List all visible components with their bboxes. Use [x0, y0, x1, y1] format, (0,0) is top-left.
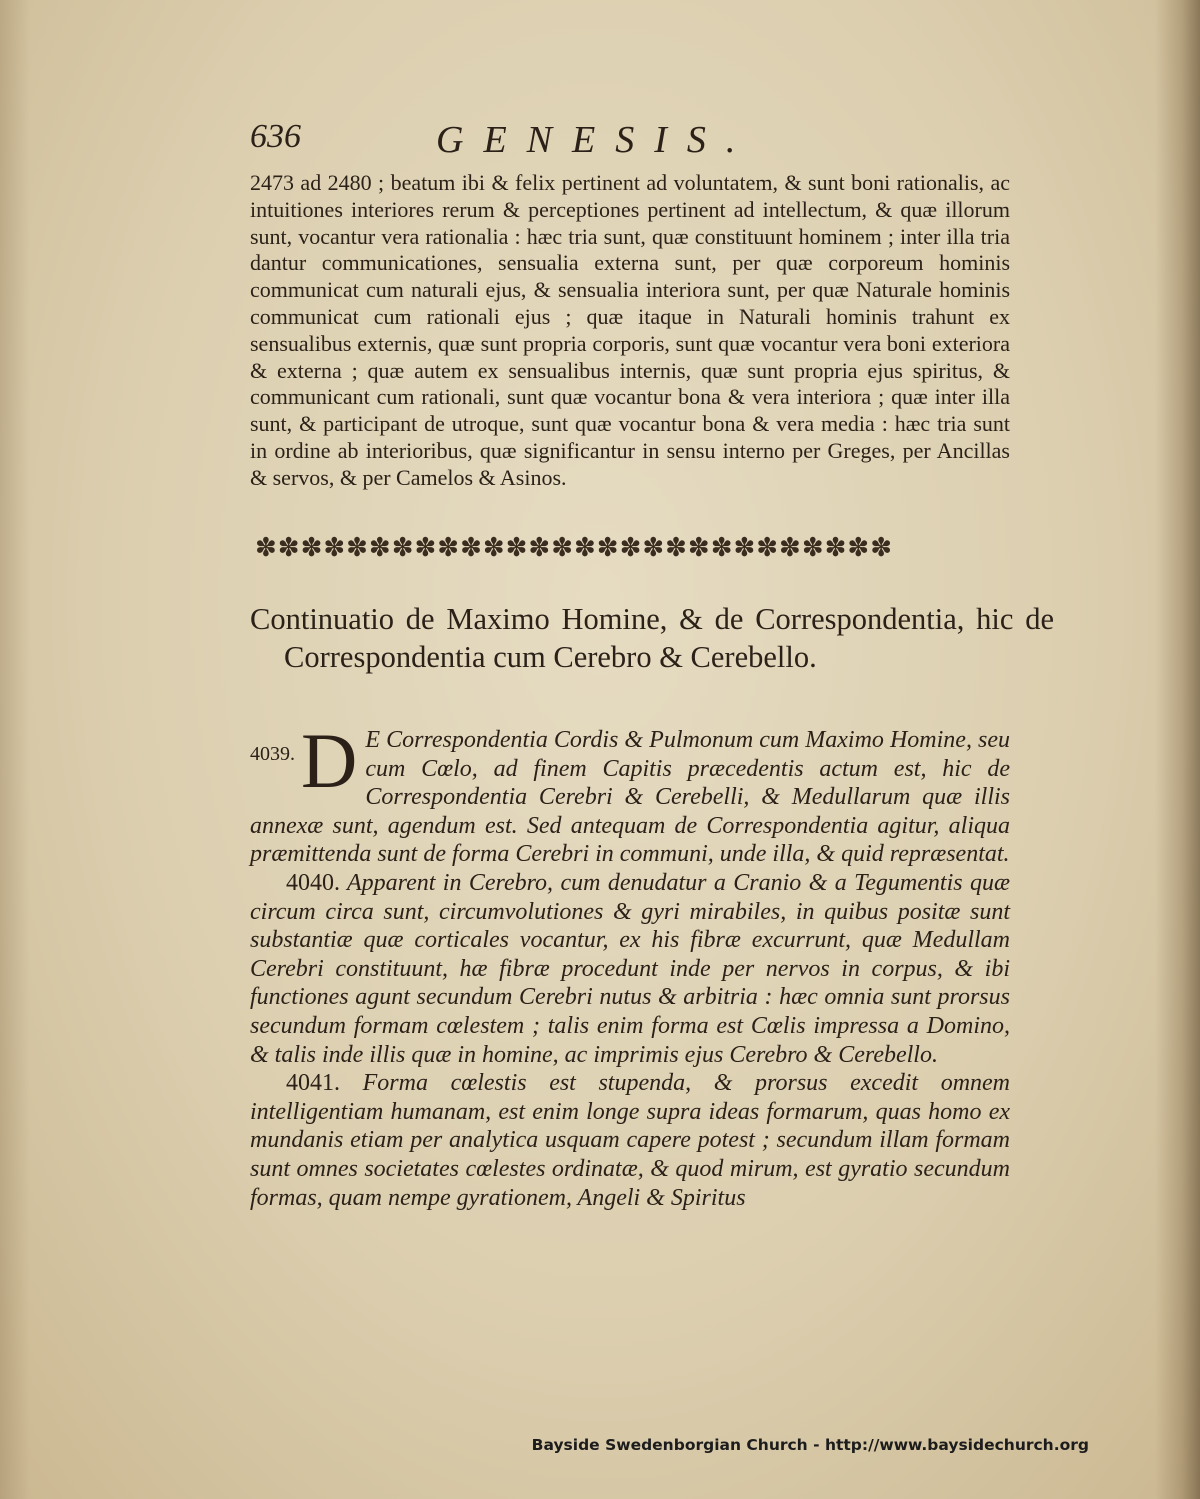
section-heading: Continuatio de Maximo Homine, & de Correspondentia, hic de Correspondentia cum Cerebro & Cerebello. [250, 602, 1054, 674]
paragraph-text: Forma cœlestis est stupenda, & prorsus excedit omnem intelligentiam humanam, est enim longe supra ideas formarum, quas homo ex mundanis etiam per analytica usquam capere potest ; secundum illam formam sunt omnes societates cœlestes ordinatæ, & quod mirum, est gyratio secundum formas, quam nempe gyrationem, Angeli & Spiritus [250, 1070, 1011, 1211]
paragraph-number: 4041. [286, 1070, 340, 1097]
running-title: GENESIS. [436, 119, 756, 161]
paragraph-number: 4040. [286, 869, 340, 896]
footer-credit: Bayside Swedenborgian Church - http://www.baysidechurch.org [531, 1436, 1089, 1454]
page-number: 636 [250, 118, 301, 155]
drop-cap: D [301, 717, 358, 804]
paragraph-4040 [250, 869, 1010, 1069]
paragraph-text: E Correspondentia Cordis & Pulmonum cum Maximo Homine, seu cum Cœlo, ad finem Capitis præcedentis actum est, hic de Correspondentia Cerebri & Cerebelli, & Medullarum quæ illis annexæ sunt, agendum est. Sed antequam de Correspondentia agitur, aliqua præmittenda sunt de forma Cerebri in communi, unde illa, & quid repræsentat. [250, 727, 1010, 868]
paragraph-number: 4039. [250, 743, 295, 765]
paragraph-4041 [250, 1069, 1010, 1212]
body-text [250, 717, 1011, 1212]
ornamental-divider: ✽✽✽✽✽✽✽✽✽✽✽✽✽✽✽✽✽✽✽✽✽✽✽✽✽✽✽✽ [255, 533, 893, 563]
paragraph-4039 [250, 717, 1010, 869]
page-shadow-right [1155, 0, 1200, 1499]
intro-paragraph: 2473 ad 2480 ; beatum ibi & felix pertinent ad voluntatem, & sunt boni rationalis, ac intuitiones interiores rerum & perceptiones pertinent ad intellectum, & quæ illorum sunt, vocantur vera rationalia : hæc tria sunt, quæ constituunt hominem ; inter illa tria dantur communicationes, sensualia externa sunt, per quæ corporeum hominis communicat cum naturali ejus, & sensualia interiora sunt, per quæ Naturale hominis communicat cum rationali ejus ; quæ itaque in Naturali hominis trahunt ex sensualibus externis, quæ sunt propria corporis, sunt quæ vocantur vera boni exteriora & externa ; quæ autem ex sensualibus internis, quæ sunt propria ejus spiritus, & communicant cum rationali, sunt quæ vocantur bona & vera interiora ; quæ inter illa sunt, & participant de utroque, sunt quæ vocantur bona & vera media : hæc tria sunt in ordine ab interioribus, quæ significantur in sensu interno per Greges, per Ancillas & servos, & per Camelos & Asinos. [250, 170, 1010, 490]
paragraph-text: Apparent in Cerebro, cum denudatur a Cranio & a Tegumentis quæ circum circa sunt, circumvolutiones & gyri mirabiles, in quibus positæ sunt substantiæ quæ corticales vocantur, ex his fibræ excurrunt, quæ Medullam Cerebri constituunt, hæ fibræ procedunt inde per nervos in corpus, & ibi functiones agunt secundum Cerebri nutus & arbitria : hæc omnia sunt prorsus secundum formam cœlestem ; talis enim forma est Cœlis impressa a Domino, & talis inde illis quæ in homine, ac imprimis ejus Cerebro & Cerebello. [250, 869, 1010, 1068]
page-shadow-left [0, 0, 30, 1499]
page-header [250, 118, 1010, 168]
